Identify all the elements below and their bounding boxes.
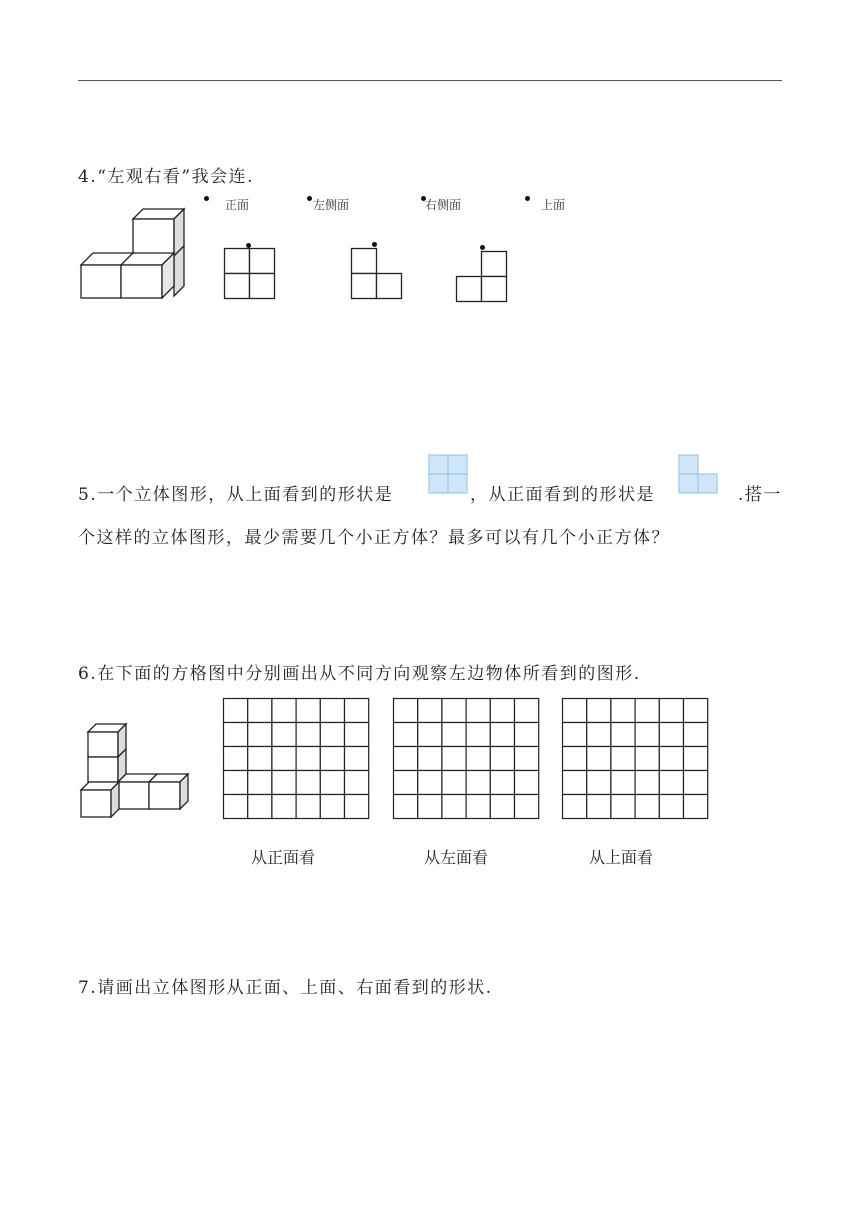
grid-cell[interactable] (272, 795, 296, 819)
grid-cell[interactable] (587, 795, 611, 819)
grid-cell[interactable] (611, 771, 635, 795)
grid-cell[interactable] (490, 723, 514, 747)
question-5-text-part3: .搭一 (738, 485, 782, 505)
answer-grid-top[interactable] (562, 698, 710, 820)
connect-dot[interactable] (372, 242, 377, 247)
grid-cell[interactable] (635, 795, 659, 819)
grid-cell[interactable] (224, 699, 248, 723)
grid-cell[interactable] (490, 747, 514, 771)
grid-cell[interactable] (345, 747, 369, 771)
grid-cell[interactable] (248, 795, 272, 819)
grid-cell[interactable] (296, 747, 320, 771)
grid-cell[interactable] (272, 747, 296, 771)
grid-cell[interactable] (611, 795, 635, 819)
grid-cell[interactable] (248, 723, 272, 747)
connect-dot[interactable] (525, 196, 530, 201)
question-4-text: 4.“左观右看”我会连. (78, 167, 255, 187)
l-shaped-cube-figure (78, 720, 190, 820)
grid-cell[interactable] (611, 723, 635, 747)
grid-cell[interactable] (418, 747, 442, 771)
top-view-hint-icon (428, 454, 468, 494)
grid-cell[interactable] (587, 723, 611, 747)
view-l-shape-right (456, 251, 508, 303)
grid-cell[interactable] (466, 699, 490, 723)
grid-cell[interactable] (635, 699, 659, 723)
grid-cell[interactable] (563, 771, 587, 795)
grid-cell[interactable] (248, 747, 272, 771)
answer-grid-front[interactable] (223, 698, 371, 820)
caption-left-view: 从左面看 (424, 848, 489, 867)
question-7-text: 7.请画出立体图形从正面、上面、右面看到的形状. (78, 978, 493, 998)
grid-cell[interactable] (248, 699, 272, 723)
grid-cell[interactable] (684, 723, 708, 747)
grid-cell[interactable] (345, 795, 369, 819)
grid-cell[interactable] (224, 747, 248, 771)
label-top: 上面 (541, 198, 566, 212)
grid-cell[interactable] (418, 795, 442, 819)
grid-cell[interactable] (442, 771, 466, 795)
caption-top-view: 从上面看 (589, 848, 654, 867)
grid-cell[interactable] (345, 771, 369, 795)
cube-structure-figure (78, 206, 190, 302)
grid-cell[interactable] (418, 771, 442, 795)
grid-cell[interactable] (563, 747, 587, 771)
question-5-text-line2: 个这样的立体图形，最少需要几个小正方体？最多可以有几个小正方体？ (78, 528, 670, 548)
grid-cell[interactable] (635, 747, 659, 771)
question-5-text-part1: 5.一个立体图形，从上面看到的形状是 (78, 485, 394, 505)
grid-cell[interactable] (442, 795, 466, 819)
grid-cell[interactable] (320, 795, 344, 819)
caption-front-view: 从正面看 (251, 848, 316, 867)
grid-cell[interactable] (659, 747, 683, 771)
header-rule (78, 80, 782, 81)
grid-cell[interactable] (563, 723, 587, 747)
answer-grid-left[interactable] (393, 698, 541, 820)
grid-cell[interactable] (272, 699, 296, 723)
label-front: 正面 (225, 198, 250, 212)
grid-cell[interactable] (466, 723, 490, 747)
grid-cell[interactable] (635, 771, 659, 795)
grid-cell[interactable] (345, 723, 369, 747)
grid-cell[interactable] (296, 795, 320, 819)
grid-cell[interactable] (394, 747, 418, 771)
label-left-side: 左侧面 (313, 198, 350, 212)
grid-cell[interactable] (394, 771, 418, 795)
grid-cell[interactable] (515, 771, 539, 795)
grid-cell[interactable] (418, 723, 442, 747)
connect-dot[interactable] (204, 196, 209, 201)
grid-cell[interactable] (659, 699, 683, 723)
grid-cell[interactable] (515, 747, 539, 771)
grid-cell[interactable] (611, 699, 635, 723)
grid-cell[interactable] (684, 699, 708, 723)
grid-cell[interactable] (659, 771, 683, 795)
grid-cell[interactable] (684, 771, 708, 795)
view-square-2x2 (224, 248, 276, 300)
grid-cell[interactable] (296, 771, 320, 795)
grid-cell[interactable] (442, 723, 466, 747)
grid-cell[interactable] (490, 699, 514, 723)
grid-cell[interactable] (587, 771, 611, 795)
label-right-side: 右侧面 (425, 198, 462, 212)
grid-cell[interactable] (587, 699, 611, 723)
grid-cell[interactable] (490, 795, 514, 819)
grid-cell[interactable] (224, 795, 248, 819)
grid-cell[interactable] (345, 699, 369, 723)
connect-dot[interactable] (307, 196, 312, 201)
grid-cell[interactable] (320, 747, 344, 771)
front-view-hint-icon (678, 454, 718, 494)
grid-cell[interactable] (490, 771, 514, 795)
grid-cell[interactable] (515, 795, 539, 819)
grid-cell[interactable] (394, 699, 418, 723)
grid-cell[interactable] (320, 699, 344, 723)
grid-cell[interactable] (224, 723, 248, 747)
grid-cell[interactable] (466, 747, 490, 771)
grid-cell[interactable] (466, 771, 490, 795)
grid-cell[interactable] (320, 771, 344, 795)
grid-cell[interactable] (442, 699, 466, 723)
grid-cell[interactable] (659, 795, 683, 819)
question-5-text-part2: ，从正面看到的形状是 (470, 485, 655, 505)
grid-cell[interactable] (684, 747, 708, 771)
grid-cell[interactable] (272, 771, 296, 795)
grid-cell[interactable] (248, 771, 272, 795)
grid-cell[interactable] (442, 747, 466, 771)
grid-cell[interactable] (320, 723, 344, 747)
grid-cell[interactable] (394, 723, 418, 747)
grid-cell[interactable] (394, 795, 418, 819)
grid-cell[interactable] (296, 699, 320, 723)
grid-cell[interactable] (296, 723, 320, 747)
grid-cell[interactable] (515, 699, 539, 723)
grid-cell[interactable] (466, 795, 490, 819)
grid-cell[interactable] (563, 699, 587, 723)
grid-cell[interactable] (418, 699, 442, 723)
grid-cell[interactable] (611, 747, 635, 771)
grid-cell[interactable] (659, 723, 683, 747)
grid-cell[interactable] (684, 795, 708, 819)
connect-dot[interactable] (480, 245, 485, 250)
grid-cell[interactable] (587, 747, 611, 771)
grid-cell[interactable] (635, 723, 659, 747)
grid-cell[interactable] (563, 795, 587, 819)
view-l-shape-left (351, 248, 403, 300)
grid-cell[interactable] (224, 771, 248, 795)
grid-cell[interactable] (515, 723, 539, 747)
grid-cell[interactable] (272, 723, 296, 747)
question-6-text: 6.在下面的方格图中分别画出从不同方向观察左边物体所看到的图形. (78, 664, 641, 684)
